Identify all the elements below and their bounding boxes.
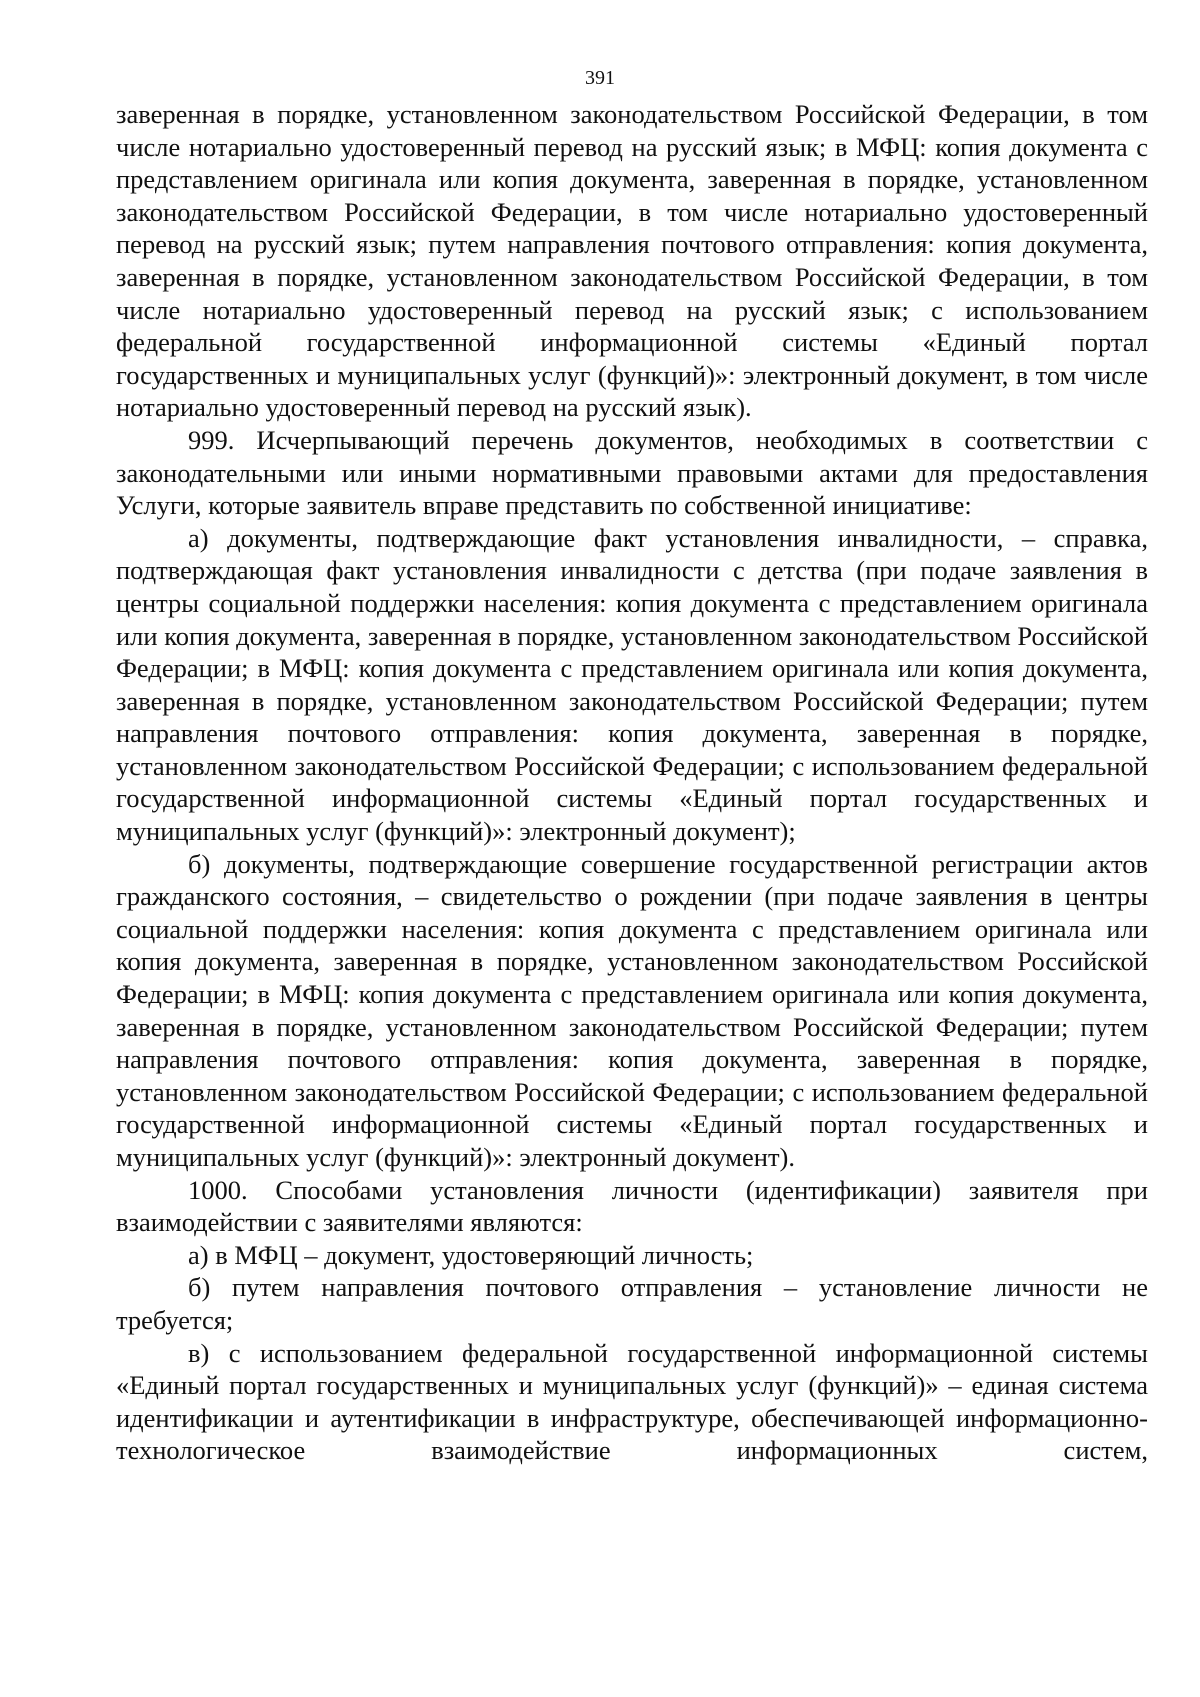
- paragraph-1000-b: б) путем направления почтового отправления – установление личности не требуется;: [116, 1272, 1148, 1335]
- paragraph-1000-c: в) с использованием федеральной государственной информационной системы «Единый портал государственных и муниципальных услуг (функций)» – единая система идентификации и аутентификации в инфраструктуре, обеспечивающей информационно-технологическое взаимодействие информационных систем,: [116, 1337, 1148, 1466]
- paragraph-continuation: заверенная в порядке, установленном законодательством Российской Федерации, в том числе нотариально удостоверенный перевод на русский язык; в МФЦ: копия документа с представлением оригинала или копия документа, заверенная в порядке, установленном законодательством Российской Федерации, в том числе нотариально удостоверенный перевод на русский язык; путем направления почтового отправления: копия документа, заверенная в порядке, установленном законодательством Российской Федерации, в том числе нотариально удостоверенный перевод на русский язык; с использованием федеральной государственной информационной системы «Единый портал государственных и муниципальных услуг (функций)»: электронный документ, в том числе нотариально удостоверенный перевод на русский язык).: [116, 99, 1148, 423]
- paragraph-1000-a: а) в МФЦ – документ, удостоверяющий личность;: [188, 1239, 754, 1270]
- paragraph-1000: 1000. Способами установления личности (идентификации) заявителя при взаимодействии с заявителями являются:: [116, 1174, 1148, 1238]
- paragraph-999: 999. Исчерпывающий перечень документов, необходимых в соответствии с законодательными или иными нормативными правовыми актами для предоставления Услуги, которые заявитель вправе представить по собственной инициативе:: [116, 424, 1148, 521]
- page-number: 391: [585, 67, 615, 89]
- paragraph-999-a: а) документы, подтверждающие факт установления инвалидности, – справка, подтверждающая факт установления инвалидности с детства (при подаче заявления в центры социальной поддержки населения: копия документа с представлением оригинала или копия документа, заверенная в порядке, установленном законодательством Российской Федерации; в МФЦ: копия документа с представлением оригинала или копия документа, заверенная в порядке, установленном законодательством Российской Федерации; путем направления почтового отправления: копия документа, заверенная в порядке, установленном законодательством Российской Федерации; с использованием федеральной государственной информационной системы «Единый портал государственных и муниципальных услуг (функций)»: электронный документ);: [116, 522, 1149, 847]
- document-body: [116, 98, 1148, 1467]
- paragraph-999-b: б) документы, подтверждающие совершение государственной регистрации актов гражданского состояния, – свидетельство о рождении (при подаче заявления в центры социальной поддержки населения: копия документа с представлением оригинала или копия документа, заверенная в порядке, установленном законодательством Российской Федерации; в МФЦ: копия документа с представлением оригинала или копия документа, заверенная в порядке, установленном законодательством Российской Федерации; путем направления почтового отправления: копия документа, заверенная в порядке, установленном законодательством Российской Федерации; с использованием федеральной государственной информационной системы «Единый портал государственных и муниципальных услуг (функций)»: электронный документ).: [116, 848, 1148, 1172]
